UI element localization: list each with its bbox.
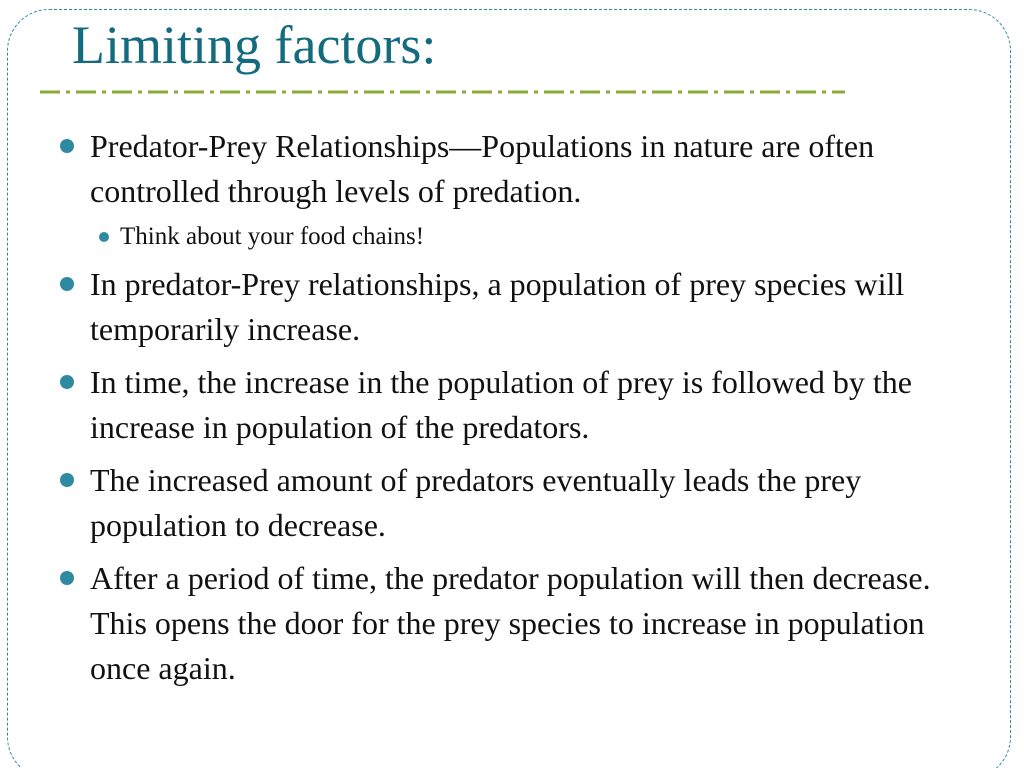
slide-content bbox=[60, 124, 990, 699]
slide-title: Limiting factors: bbox=[72, 15, 437, 75]
bullet-item bbox=[60, 360, 990, 450]
sub-bullet-text: Think about your food chains! bbox=[120, 223, 425, 250]
bullet-dot-icon bbox=[60, 375, 74, 389]
bullet-text: In time, the increase in the population of prey is followed by the increase in population of the predators. bbox=[90, 364, 912, 445]
bullet-text: In predator-Prey relationships, a population of prey species will temporarily increase. bbox=[90, 266, 905, 347]
bullet-item bbox=[60, 262, 990, 352]
bullet-dot-icon bbox=[60, 139, 74, 153]
sub-bullet-item bbox=[60, 220, 990, 254]
bullet-text: The increased amount of predators eventually leads the prey population to decrease. bbox=[90, 462, 862, 543]
bullet-dot-icon bbox=[60, 571, 74, 585]
sub-bullet-dot-icon bbox=[99, 232, 109, 242]
bullet-item bbox=[60, 556, 990, 691]
title-underline bbox=[40, 88, 845, 96]
bullet-dot-icon bbox=[60, 277, 74, 291]
bullet-text: Predator-Prey Relationships—Populations in nature are often controlled through levels of predation. bbox=[90, 128, 875, 209]
bullet-dot-icon bbox=[60, 473, 74, 487]
bullet-item bbox=[60, 458, 990, 548]
bullet-item bbox=[60, 124, 990, 214]
bullet-text: After a period of time, the predator population will then decrease. This opens the door for the prey species to increase in population once again. bbox=[90, 560, 931, 686]
